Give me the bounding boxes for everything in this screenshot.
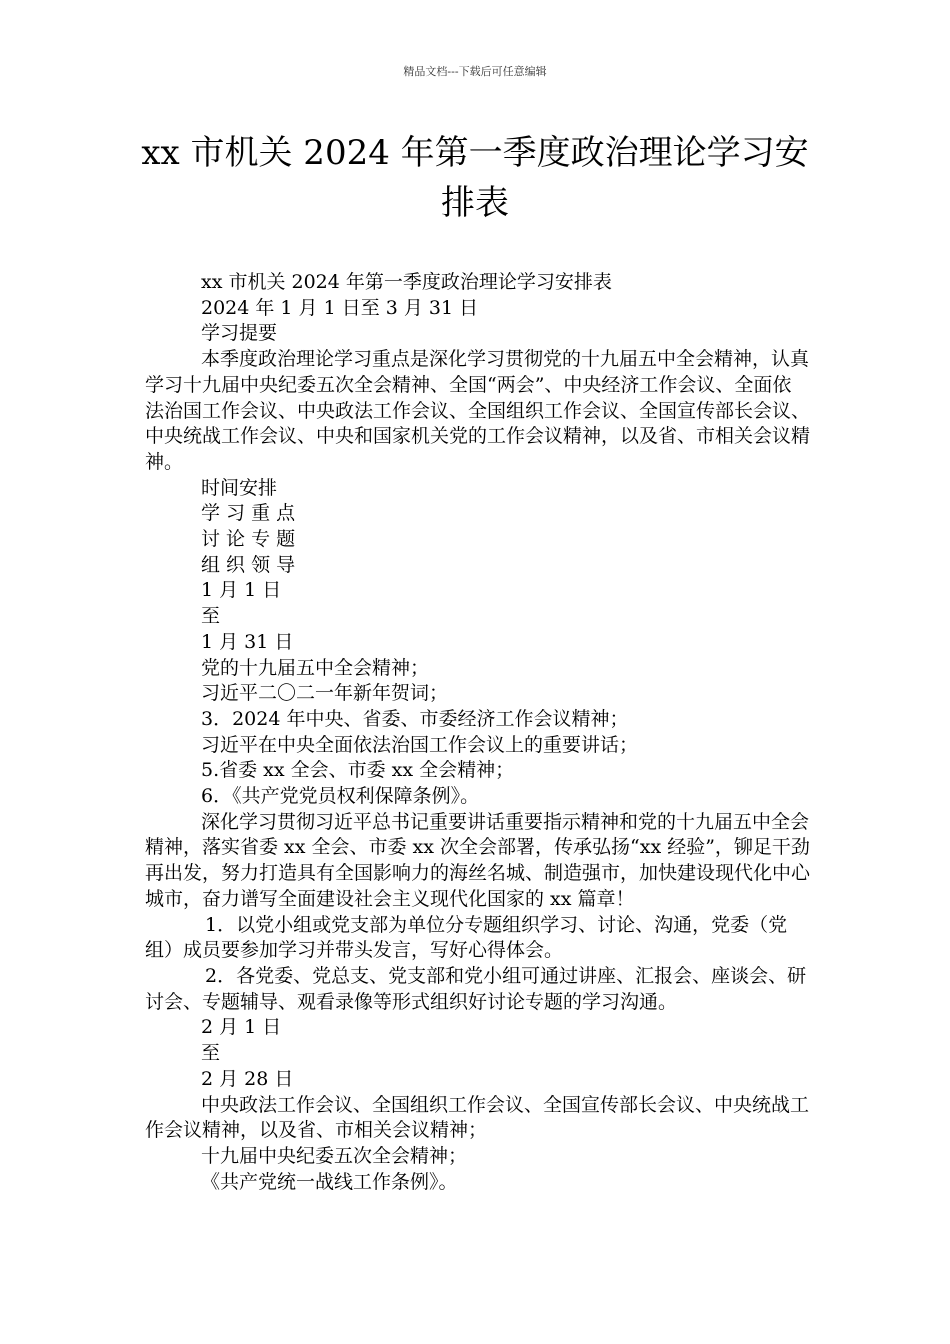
subtitle: xx 市机关 2024 年第一季度政治理论学习安排表 xyxy=(201,271,612,293)
focus-item: 《共产党统一战线工作条例》。 xyxy=(201,1170,458,1193)
date-range: 2024 年 1 月 1 日至 3 月 31 日 xyxy=(201,296,479,319)
focus-item: 中央政法工作会议、全国组织工作会议、全国宣传部长会议、中央统战工作会议精神，以及省、市相关会议精神； xyxy=(145,1093,810,1142)
period-end: 1 月 31 日 xyxy=(201,630,294,653)
column-heading-topic: 讨 论 专 题 xyxy=(201,528,296,551)
document-title: xx 市机关 2024 年第一季度政治理论学习安排表 xyxy=(141,133,809,223)
section-heading-summary: 学习提要 xyxy=(201,322,278,345)
focus-item: 党的十九届五中全会精神； xyxy=(201,656,430,679)
focus-item: 5.省委 xx 全会、市委 xx 全会精神； xyxy=(201,759,515,782)
focus-item: 习近平二〇二一年新年贺词； xyxy=(201,682,449,705)
column-heading-lead: 组 织 领 导 xyxy=(201,553,296,576)
focus-item: 6．《共产党党员权利保障条例》。 xyxy=(201,785,480,808)
period-end: 2 月 28 日 xyxy=(201,1067,294,1090)
period-separator: 至 xyxy=(201,605,221,628)
topic-paragraph: 深化学习贯彻习近平总书记重要讲话重要指示精神和党的十九届五中全会精神，落实省委 xx 全会、市委 xx 次全会部署，传承弘扬“xx 经验”，铆足干劲再出发，努力打造具有全国影响力的海丝名城、制造强市，加快建设现代化中心城市，奋力谱写全面建设社会主义现代化国家的 xx 篇章！ xyxy=(145,810,811,910)
lead-item: 2．各党委、党总支、党支部和党小组可通过讲座、汇报会、座谈会、研讨会、专题辅导、观看录像等形式组织好讨论专题的学习沟通。 xyxy=(145,964,807,1013)
document-body xyxy=(145,270,810,1195)
period-start: 1 月 1 日 xyxy=(201,579,282,602)
section-heading-schedule: 时间安排 xyxy=(201,476,278,499)
column-heading-focus: 学 习 重 点 xyxy=(201,502,296,525)
summary-paragraph: 本季度政治理论学习重点是深化学习贯彻党的十九届五中全会精神，认真学习十九届中央纪委五次全会精神、全国“两会”、中央经济工作会议、全面依法治国工作会议、中央政法工作会议、全国组织工作会议、全国宣传部长会议、中央统战工作会议、中央和国家机关党的工作会议精神，以及省、市相关会议精神。 xyxy=(145,348,811,473)
focus-item: 十九届中央纪委五次全会精神； xyxy=(201,1144,468,1167)
focus-item: 习近平在中央全面依法治国工作会议上的重要讲话； xyxy=(201,733,639,756)
period-start: 2 月 1 日 xyxy=(201,1016,282,1039)
lead-item: 1．以党小组或党支部为单位分专题组织学习、讨论、沟通，党委（党组）成员要参加学习并带头发言，写好心得体会。 xyxy=(145,913,788,962)
focus-item: 3．2024 年中央、省委、市委经济工作会议精神； xyxy=(201,707,629,730)
header-note: 精品文档---下载后可任意编辑 xyxy=(403,65,547,78)
period-separator: 至 xyxy=(201,1042,221,1065)
